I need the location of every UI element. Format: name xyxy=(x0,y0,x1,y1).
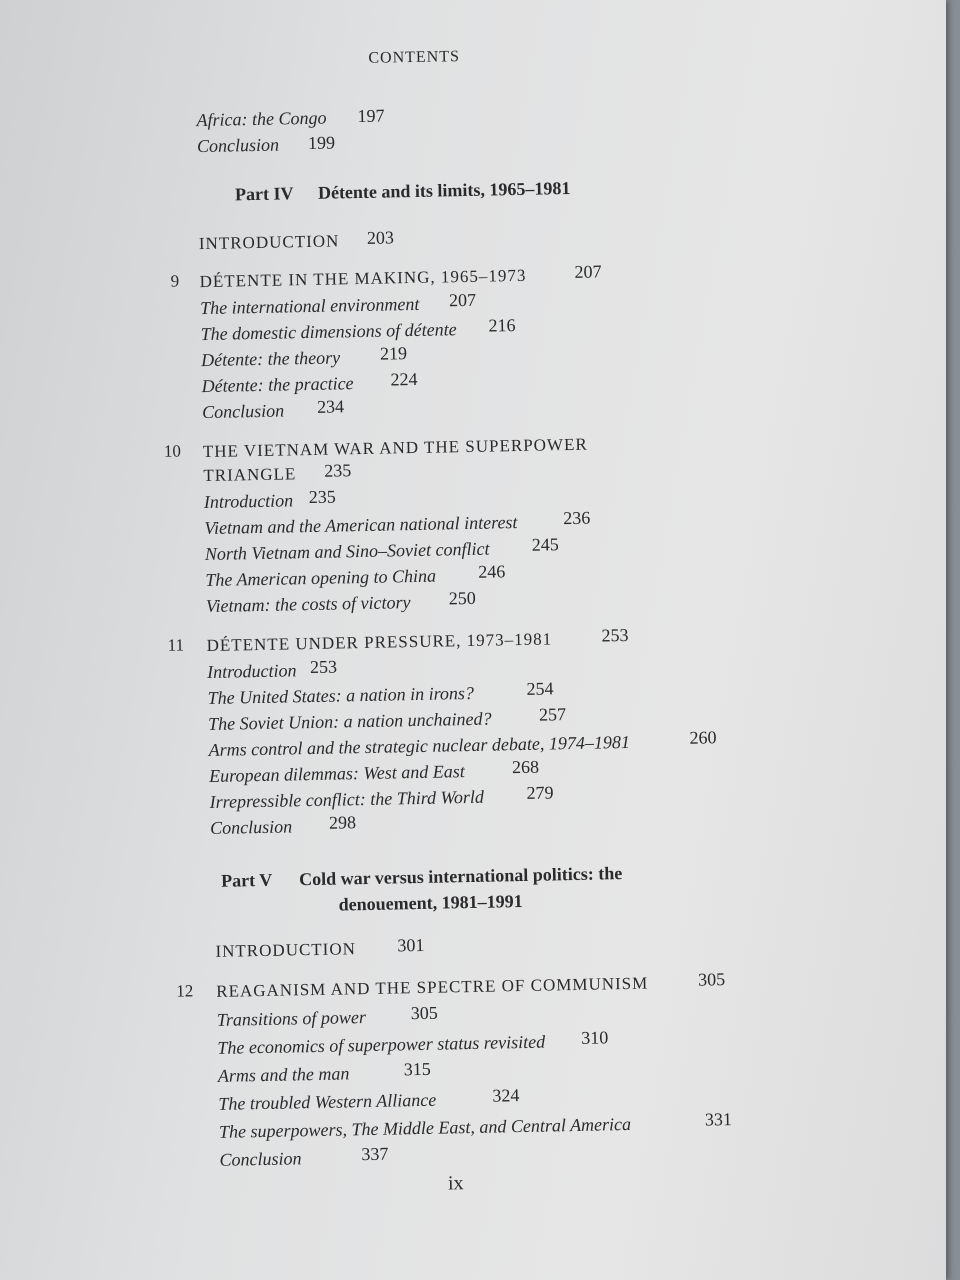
toc-page-number: 245 xyxy=(531,534,559,555)
toc-entry-title: Introduction xyxy=(203,490,294,513)
toc-page-number: 279 xyxy=(526,782,554,803)
toc-entry-title: Transitions of power xyxy=(216,1007,367,1030)
toc-entry-title: INTRODUCTION xyxy=(215,939,357,961)
toc-entry-title: Africa: the Congo xyxy=(196,107,327,131)
toc-page-number: 260 xyxy=(689,727,717,748)
toc-entry-title: Conclusion xyxy=(209,816,293,838)
chapter-number: 11 xyxy=(167,635,185,655)
toc-page-number: 199 xyxy=(307,132,336,153)
toc-entry-title: The Soviet Union: a nation unchained? xyxy=(207,708,492,735)
part-label: Part IV xyxy=(234,183,294,205)
toc-entry-title: Détente: the practice xyxy=(201,373,354,397)
toc-page-number: 337 xyxy=(361,1143,389,1165)
toc-page-number: 253 xyxy=(601,624,629,646)
part-title-continued: denouement, 1981–1991 xyxy=(338,891,523,915)
toc-page-number: 236 xyxy=(563,507,591,529)
toc-entry-title: The economics of superpower status revisited xyxy=(217,1031,546,1058)
chapter-number: 9 xyxy=(170,271,180,291)
toc-entry-title: The superpowers, The Middle East, and Central America xyxy=(218,1113,632,1142)
toc-entry-title: The troubled Western Alliance xyxy=(218,1089,437,1114)
toc-entry-title: Conclusion xyxy=(196,134,280,157)
toc-entry-title: Irrepressible conflict: the Third World xyxy=(209,786,485,812)
part-title: Cold war versus international politics: the xyxy=(298,863,623,890)
chapter-title-continued: TRIANGLE xyxy=(203,464,297,486)
toc-page-number: 298 xyxy=(328,812,357,833)
toc-page-number: 234 xyxy=(316,396,345,417)
toc-page-number: 268 xyxy=(511,756,540,778)
part-label: Part V xyxy=(220,869,273,891)
toc-page-number: 224 xyxy=(390,368,418,390)
running-head: CONTENTS xyxy=(368,48,461,67)
part-title: Détente and its limits, 1965–1981 xyxy=(317,177,571,203)
toc-page-number: 207 xyxy=(574,261,602,282)
toc-entry-title: Arms and the man xyxy=(217,1063,350,1086)
toc-page-number: 203 xyxy=(366,227,395,248)
toc-page-number: 315 xyxy=(403,1058,431,1080)
toc-page-number: 331 xyxy=(704,1109,733,1130)
toc-entry-title: Détente: the theory xyxy=(200,347,341,371)
chapter-number: 10 xyxy=(163,441,182,461)
toc-page-number: 257 xyxy=(538,704,567,725)
toc-page-number: 254 xyxy=(526,678,554,699)
toc-page-number: 235 xyxy=(308,486,336,508)
toc-entry-title: The United States: a nation in irons? xyxy=(207,682,475,709)
page-folio: ix xyxy=(447,1172,464,1195)
chapter-title: DÉTENTE UNDER PRESSURE, 1973–1981 xyxy=(206,629,553,656)
toc-entry-title: Vietnam: the costs of victory xyxy=(205,592,411,617)
toc-page-number: 310 xyxy=(581,1027,609,1048)
toc-entry-title: European dilemmas: West and East xyxy=(208,761,465,786)
toc-page-number: 219 xyxy=(379,343,408,364)
toc-entry-title: North Vietnam and Sino–Soviet conflict xyxy=(204,538,490,565)
toc-page-number: 235 xyxy=(324,460,352,481)
toc-page-number: 246 xyxy=(478,561,506,582)
contents-list xyxy=(150,28,750,1195)
toc-entry-title: Introduction xyxy=(206,660,297,683)
toc-page-number: 207 xyxy=(448,289,477,311)
toc-entry-title: Conclusion xyxy=(219,1148,302,1170)
chapter-title: REAGANISM AND THE SPECTRE OF COMMUNISM xyxy=(216,973,649,1001)
toc-entry-title: INTRODUCTION xyxy=(198,231,340,254)
chapter-title: THE VIETNAM WAR AND THE SUPERPOWER xyxy=(202,434,588,462)
toc-page-number: 250 xyxy=(448,587,476,609)
toc-entry-title: The American opening to China xyxy=(205,565,437,591)
toc-page-number: 305 xyxy=(697,969,726,990)
toc-entry-title: Vietnam and the American national interest xyxy=(204,512,518,539)
toc-page-number: 253 xyxy=(309,656,338,678)
toc-page-number: 305 xyxy=(410,1002,438,1024)
toc-entry-title: Arms control and the strategic nuclear debate, 1974–1981 xyxy=(208,731,631,761)
chapter-title: DÉTENTE IN THE MAKING, 1965–1973 xyxy=(199,265,527,292)
toc-page-number: 324 xyxy=(492,1085,520,1106)
toc-page-number: 301 xyxy=(397,934,425,956)
toc-page-number: 216 xyxy=(488,315,516,336)
toc-entry-title: The international environment xyxy=(199,293,420,319)
toc-entry-title: Conclusion xyxy=(201,400,285,423)
toc-entry-title: The domestic dimensions of détente xyxy=(200,319,457,345)
chapter-number: 12 xyxy=(176,981,194,1001)
toc-page-number: 197 xyxy=(357,105,385,127)
